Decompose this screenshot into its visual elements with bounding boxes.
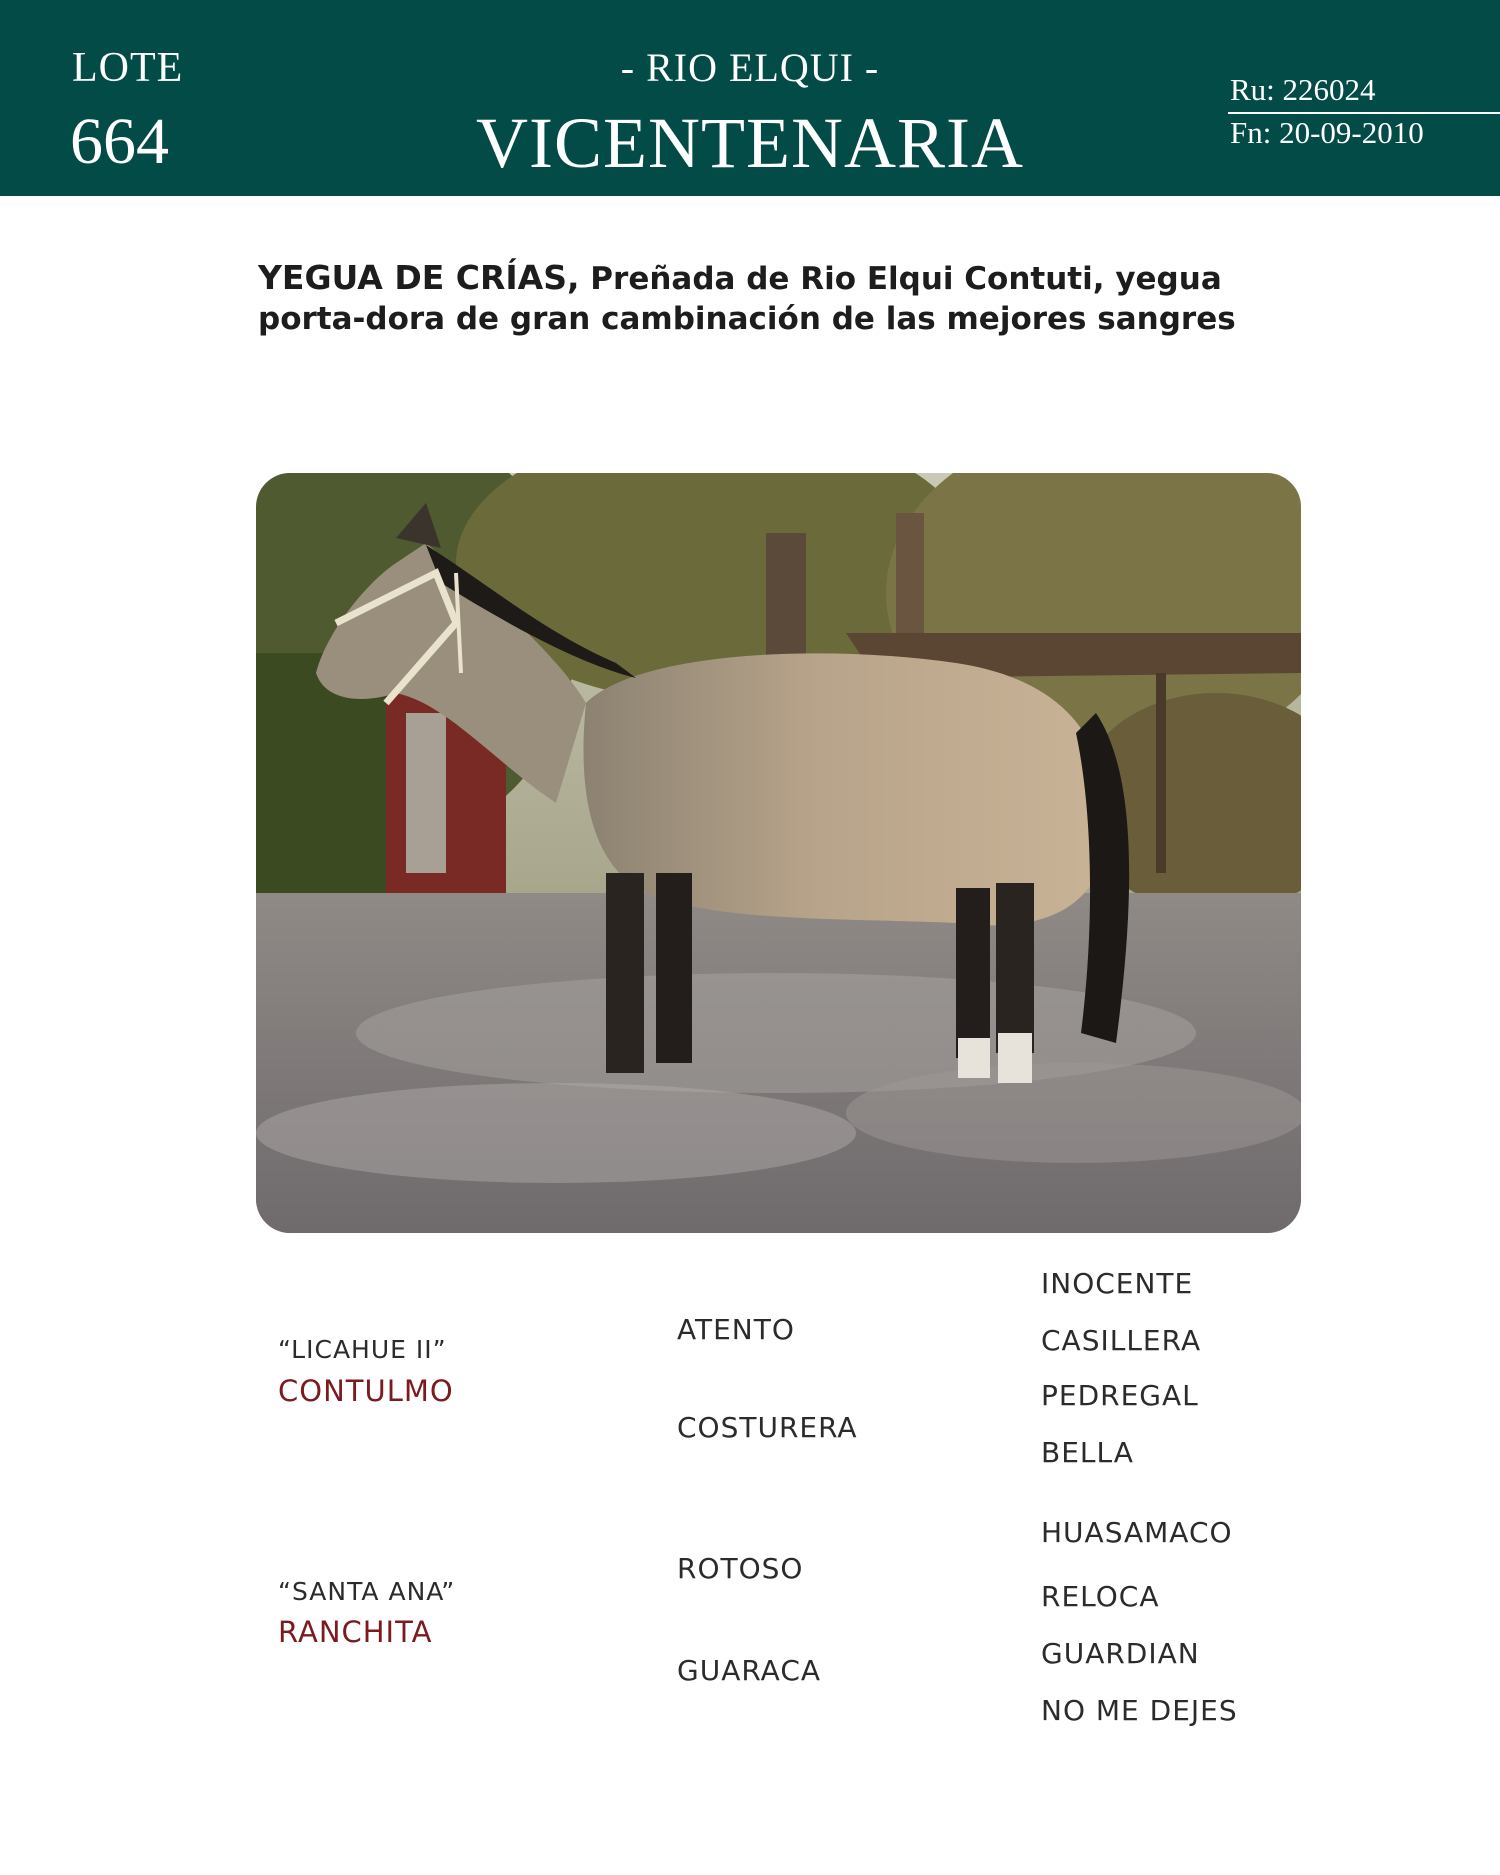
dam-grandparent-1: HUASAMACO (1041, 1516, 1233, 1549)
birth-date: Fn: 20-09-2010 (1230, 115, 1424, 150)
horse-name: VICENTENARIA (476, 103, 1024, 183)
dam-grandparent-4: NO ME DEJES (1041, 1694, 1238, 1727)
sire-name: CONTULMO (278, 1374, 454, 1408)
sire-grandparent-3: PEDREGAL (1041, 1379, 1199, 1412)
dam-name: RANCHITA (278, 1615, 433, 1649)
sire-nickname: “LICAHUE II” (278, 1335, 447, 1364)
lote-label: LOTE (72, 45, 184, 91)
description-text: Preñada de Rio Elqui Contuti, yegua porta-dora de gran cambinación de las mejores sangres (258, 261, 1236, 337)
registration-number: Ru: 226024 (1230, 72, 1376, 107)
horse-photo (256, 473, 1301, 1233)
description-lead: YEGUA DE CRÍAS, (258, 258, 580, 297)
lote-number: 664 (70, 105, 169, 178)
lot-description (258, 258, 1338, 339)
dam-grandparent-3: GUARDIAN (1041, 1637, 1200, 1670)
sire-grandparent-4: BELLA (1041, 1436, 1134, 1469)
breeder-name: - RIO ELQUI - (620, 45, 880, 90)
header-divider (1228, 112, 1500, 114)
dam-mother: GUARACA (677, 1654, 822, 1687)
dam-father: ROTOSO (677, 1552, 804, 1585)
dam-grandparent-2: RELOCA (1041, 1580, 1160, 1613)
sire-grandparent-2: CASILLERA (1041, 1324, 1202, 1357)
dam-nickname: “SANTA ANA” (278, 1577, 456, 1606)
sire-grandparent-1: INOCENTE (1041, 1267, 1194, 1300)
sire-mother: COSTURERA (677, 1411, 858, 1444)
sire-father: ATENTO (677, 1313, 795, 1346)
header-banner (0, 0, 1500, 196)
